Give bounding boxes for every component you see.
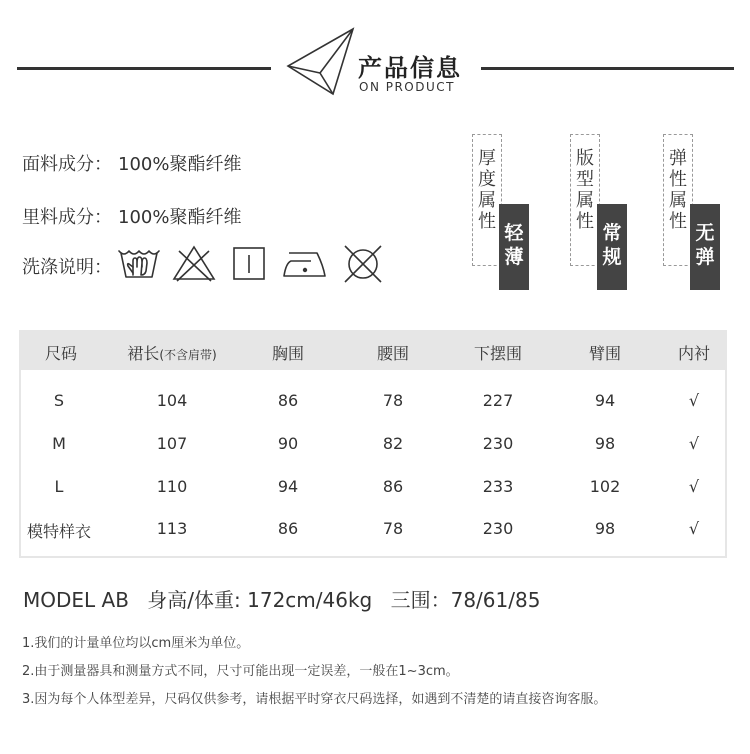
- header-arm: 臂围: [588, 344, 622, 363]
- row-length-cell: 113: [156, 519, 188, 538]
- header-size: 尺码: [44, 344, 78, 363]
- size-table: [19, 330, 727, 558]
- attribute-name-elasticity: 弹性属性: [669, 148, 687, 232]
- header-skirt-length-note: (不含肩带): [159, 348, 217, 362]
- attribute-value-elasticity: 无弹: [690, 204, 720, 290]
- model-info: [23, 584, 540, 613]
- row-waist-cell: 78: [382, 519, 404, 538]
- header-rule-left: [17, 67, 271, 70]
- attribute-value-fit: 常规: [597, 204, 627, 290]
- row-size-cell: M: [52, 434, 66, 453]
- row-hem-cell: 230: [482, 434, 514, 453]
- hand-wash-icon: [116, 243, 162, 283]
- header-skirt-length-label: 裙长: [127, 344, 160, 363]
- model-height-weight: 身高/体重: 172cm/46kg: [147, 588, 373, 612]
- lining-material-row: [22, 203, 241, 229]
- header-rule-right: [481, 67, 734, 70]
- page-title: 产品信息: [358, 53, 462, 82]
- note-line: 1.我们的计量单位均以cm厘米为单位。: [22, 636, 250, 651]
- row-bust-cell: 94: [277, 477, 299, 496]
- note-line: 2.由于测量器具和测量方式不同，尺寸可能出现一定误差，一般在1~3cm。: [22, 664, 459, 679]
- model-name: MODEL AB: [23, 588, 129, 612]
- row-size-cell: 模特样衣: [26, 522, 92, 541]
- page-subtitle: ON PRODUCT: [359, 80, 455, 94]
- attribute-name-fit: 版型属性: [576, 148, 594, 232]
- row-waist-cell: 82: [382, 434, 404, 453]
- row-waist-cell: 86: [382, 477, 404, 496]
- row-lining-cell: √: [688, 391, 700, 410]
- header-skirt-length: [127, 341, 216, 364]
- do-not-bleach-icon: [171, 243, 217, 283]
- row-lining-cell: √: [688, 519, 700, 538]
- iron-low-icon: [281, 243, 327, 283]
- line-dry-icon: [226, 243, 272, 283]
- attribute-name-thickness: 厚度属性: [478, 148, 496, 232]
- header-bust: 胸围: [271, 344, 305, 363]
- row-length-cell: 104: [156, 391, 188, 410]
- header-hem: 下摆围: [473, 344, 523, 363]
- row-hem-cell: 227: [482, 391, 514, 410]
- do-not-dry-clean-icon: [340, 243, 386, 283]
- row-lining-cell: √: [688, 477, 700, 496]
- attribute-value-thickness: 轻薄: [499, 204, 529, 290]
- row-lining-cell: √: [688, 434, 700, 453]
- triangle-logo-icon: [282, 26, 358, 98]
- row-arm-cell: 94: [594, 391, 616, 410]
- lining-material-value: 100%聚酯纤维: [118, 207, 242, 228]
- care-instructions-label: 洗涤说明：: [22, 257, 112, 278]
- header-lining: 内衬: [677, 344, 711, 363]
- row-bust-cell: 90: [277, 434, 299, 453]
- row-hem-cell: 230: [482, 519, 514, 538]
- header-waist: 腰围: [376, 344, 410, 363]
- row-arm-cell: 102: [589, 477, 621, 496]
- row-bust-cell: 86: [277, 519, 299, 538]
- lining-material-label: 里料成分：: [22, 207, 112, 228]
- row-length-cell: 107: [156, 434, 188, 453]
- model-measurements: 三围：78/61/85: [390, 588, 541, 612]
- row-bust-cell: 86: [277, 391, 299, 410]
- outer-material-label: 面料成分：: [22, 154, 112, 175]
- row-waist-cell: 78: [382, 391, 404, 410]
- row-length-cell: 110: [156, 477, 188, 496]
- row-arm-cell: 98: [594, 434, 616, 453]
- row-size-cell: L: [54, 477, 64, 496]
- row-hem-cell: 233: [482, 477, 514, 496]
- note-line: 3.因为每个人体型差异，尺码仅供参考，请根据平时穿衣尺码选择，如遇到不清楚的请直接咨询客服。: [22, 692, 607, 707]
- row-arm-cell: 98: [594, 519, 616, 538]
- size-table-header: [21, 332, 725, 370]
- outer-material-row: [22, 150, 241, 176]
- row-size-cell: S: [53, 391, 65, 410]
- outer-material-value: 100%聚酯纤维: [118, 154, 242, 175]
